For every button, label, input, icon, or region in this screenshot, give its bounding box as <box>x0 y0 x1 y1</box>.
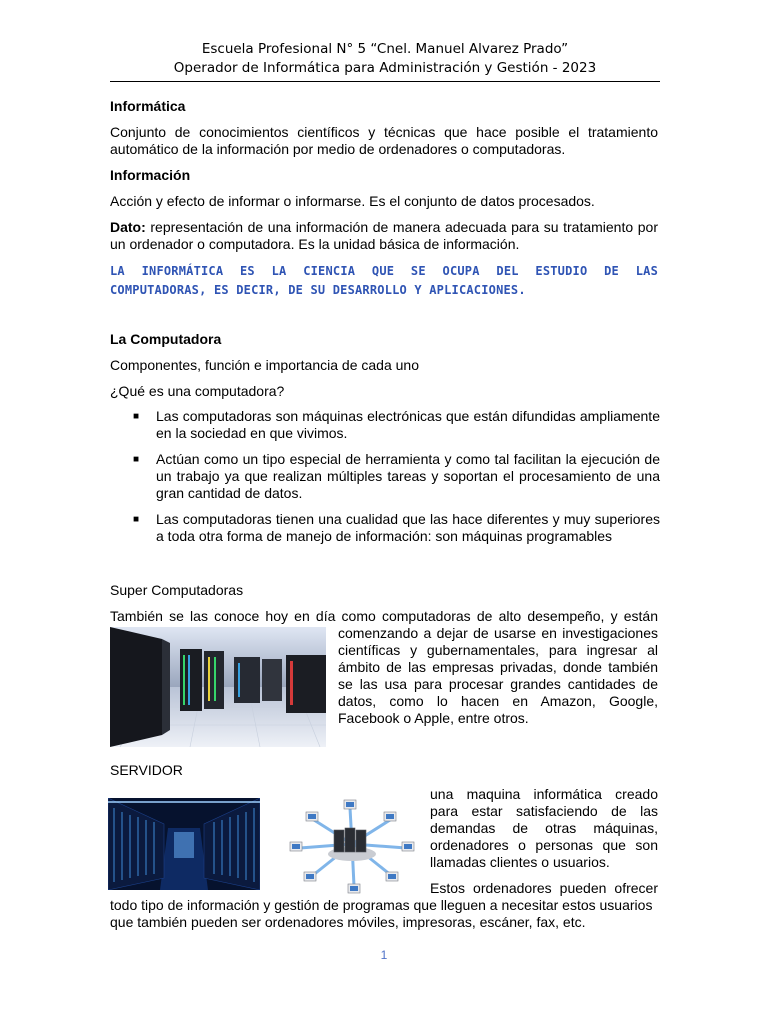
super-paragraph: comenzando a dejar de usarse en investigaciones científicas y gubernamentales, para ingresar al ámbito de las empresas privadas, donde también se las usa para procesar grandes cantidades de datos, como lo hacen en Amazon, Google, Facebook o Apple, entre otros. <box>338 625 658 726</box>
heading-informatica: Informática <box>110 98 186 114</box>
bullet-icon: ■ <box>133 411 140 422</box>
paragraph-informacion: Acción y efecto de informar o informarse. Es el conjunto de datos procesados. <box>110 193 595 209</box>
bullet-icon: ■ <box>133 514 140 525</box>
paragraph-dato <box>110 219 658 253</box>
dato-text: representación de una información de manera adecuada para su tratamiento por un ordenador o computadora. Es la unidad básica de información. <box>110 219 658 252</box>
page-header <box>110 40 660 78</box>
servidor-paragraph-2a: Estos ordenadores pueden ofrecer <box>430 880 658 896</box>
dato-label: Dato: <box>110 219 146 235</box>
servidor-paragraph-2b: todo tipo de información y gestión de programas que lleguen a necesitar estos usuarios que también pueden ser ordenadores móviles, impresoras, escáner, fax, etc. <box>110 897 653 930</box>
heading-computadora: La Computadora <box>110 331 222 347</box>
computadora-bullet-list <box>110 408 660 554</box>
server-room-image <box>108 798 260 890</box>
computadora-subtitle: Componentes, función e importancia de cada uno <box>110 357 419 373</box>
highlight-definition: LA INFORMÁTICA ES LA CIENCIA QUE SE OCUPA DEL ESTUDIO DE LAS COMPUTADORAS, ES DECIR, DE SU DESARROLLO Y APLICACIONES. <box>110 264 658 297</box>
header-course: Operador de Informática para Administración y Gestión - 2023 <box>173 60 597 76</box>
super-paragraph-line1: También se las conoce hoy en día como computadoras de alto desempeño, y están <box>110 608 658 624</box>
list-item: ■ Las computadoras son máquinas electrónicas que están difundidas ampliamente en la sociedad en que vivimos. <box>133 408 660 441</box>
bullet-icon: ■ <box>133 454 140 465</box>
page-number: 1 <box>380 948 388 962</box>
computadora-question: ¿Qué es una computadora? <box>110 383 285 399</box>
list-item: ■ Las computadoras tienen una cualidad que las hace diferentes y muy superiores a toda otra forma de manejo de información: son máquinas programables <box>133 511 660 544</box>
header-school: Escuela Profesional N° 5 “Cnel. Manuel Alvarez Prado” <box>201 41 569 57</box>
paragraph-informatica: Conjunto de conocimientos científicos y técnicas que hace posible el tratamiento automático de la información por medio de ordenadores o computadoras. <box>110 124 658 157</box>
list-item: ■ Actúan como un tipo especial de herramienta y como tal facilitan la ejecución de un trabajo ya que realizan múltiples tareas y soportan el procesamiento de una gran cantidad de datos. <box>133 451 660 501</box>
heading-super-computadoras: Super Computadoras <box>110 582 244 598</box>
server-network-image <box>282 798 422 896</box>
servidor-paragraph: una maquina informática creado para estar satisfaciendo de las demandas de otras máquinas, ordenadores o personas que son llamadas clientes o usuarios. <box>430 786 658 870</box>
heading-informacion: Información <box>110 167 191 183</box>
header-divider <box>110 81 660 82</box>
heading-servidor: SERVIDOR <box>110 762 183 778</box>
supercomputer-image <box>110 627 326 747</box>
